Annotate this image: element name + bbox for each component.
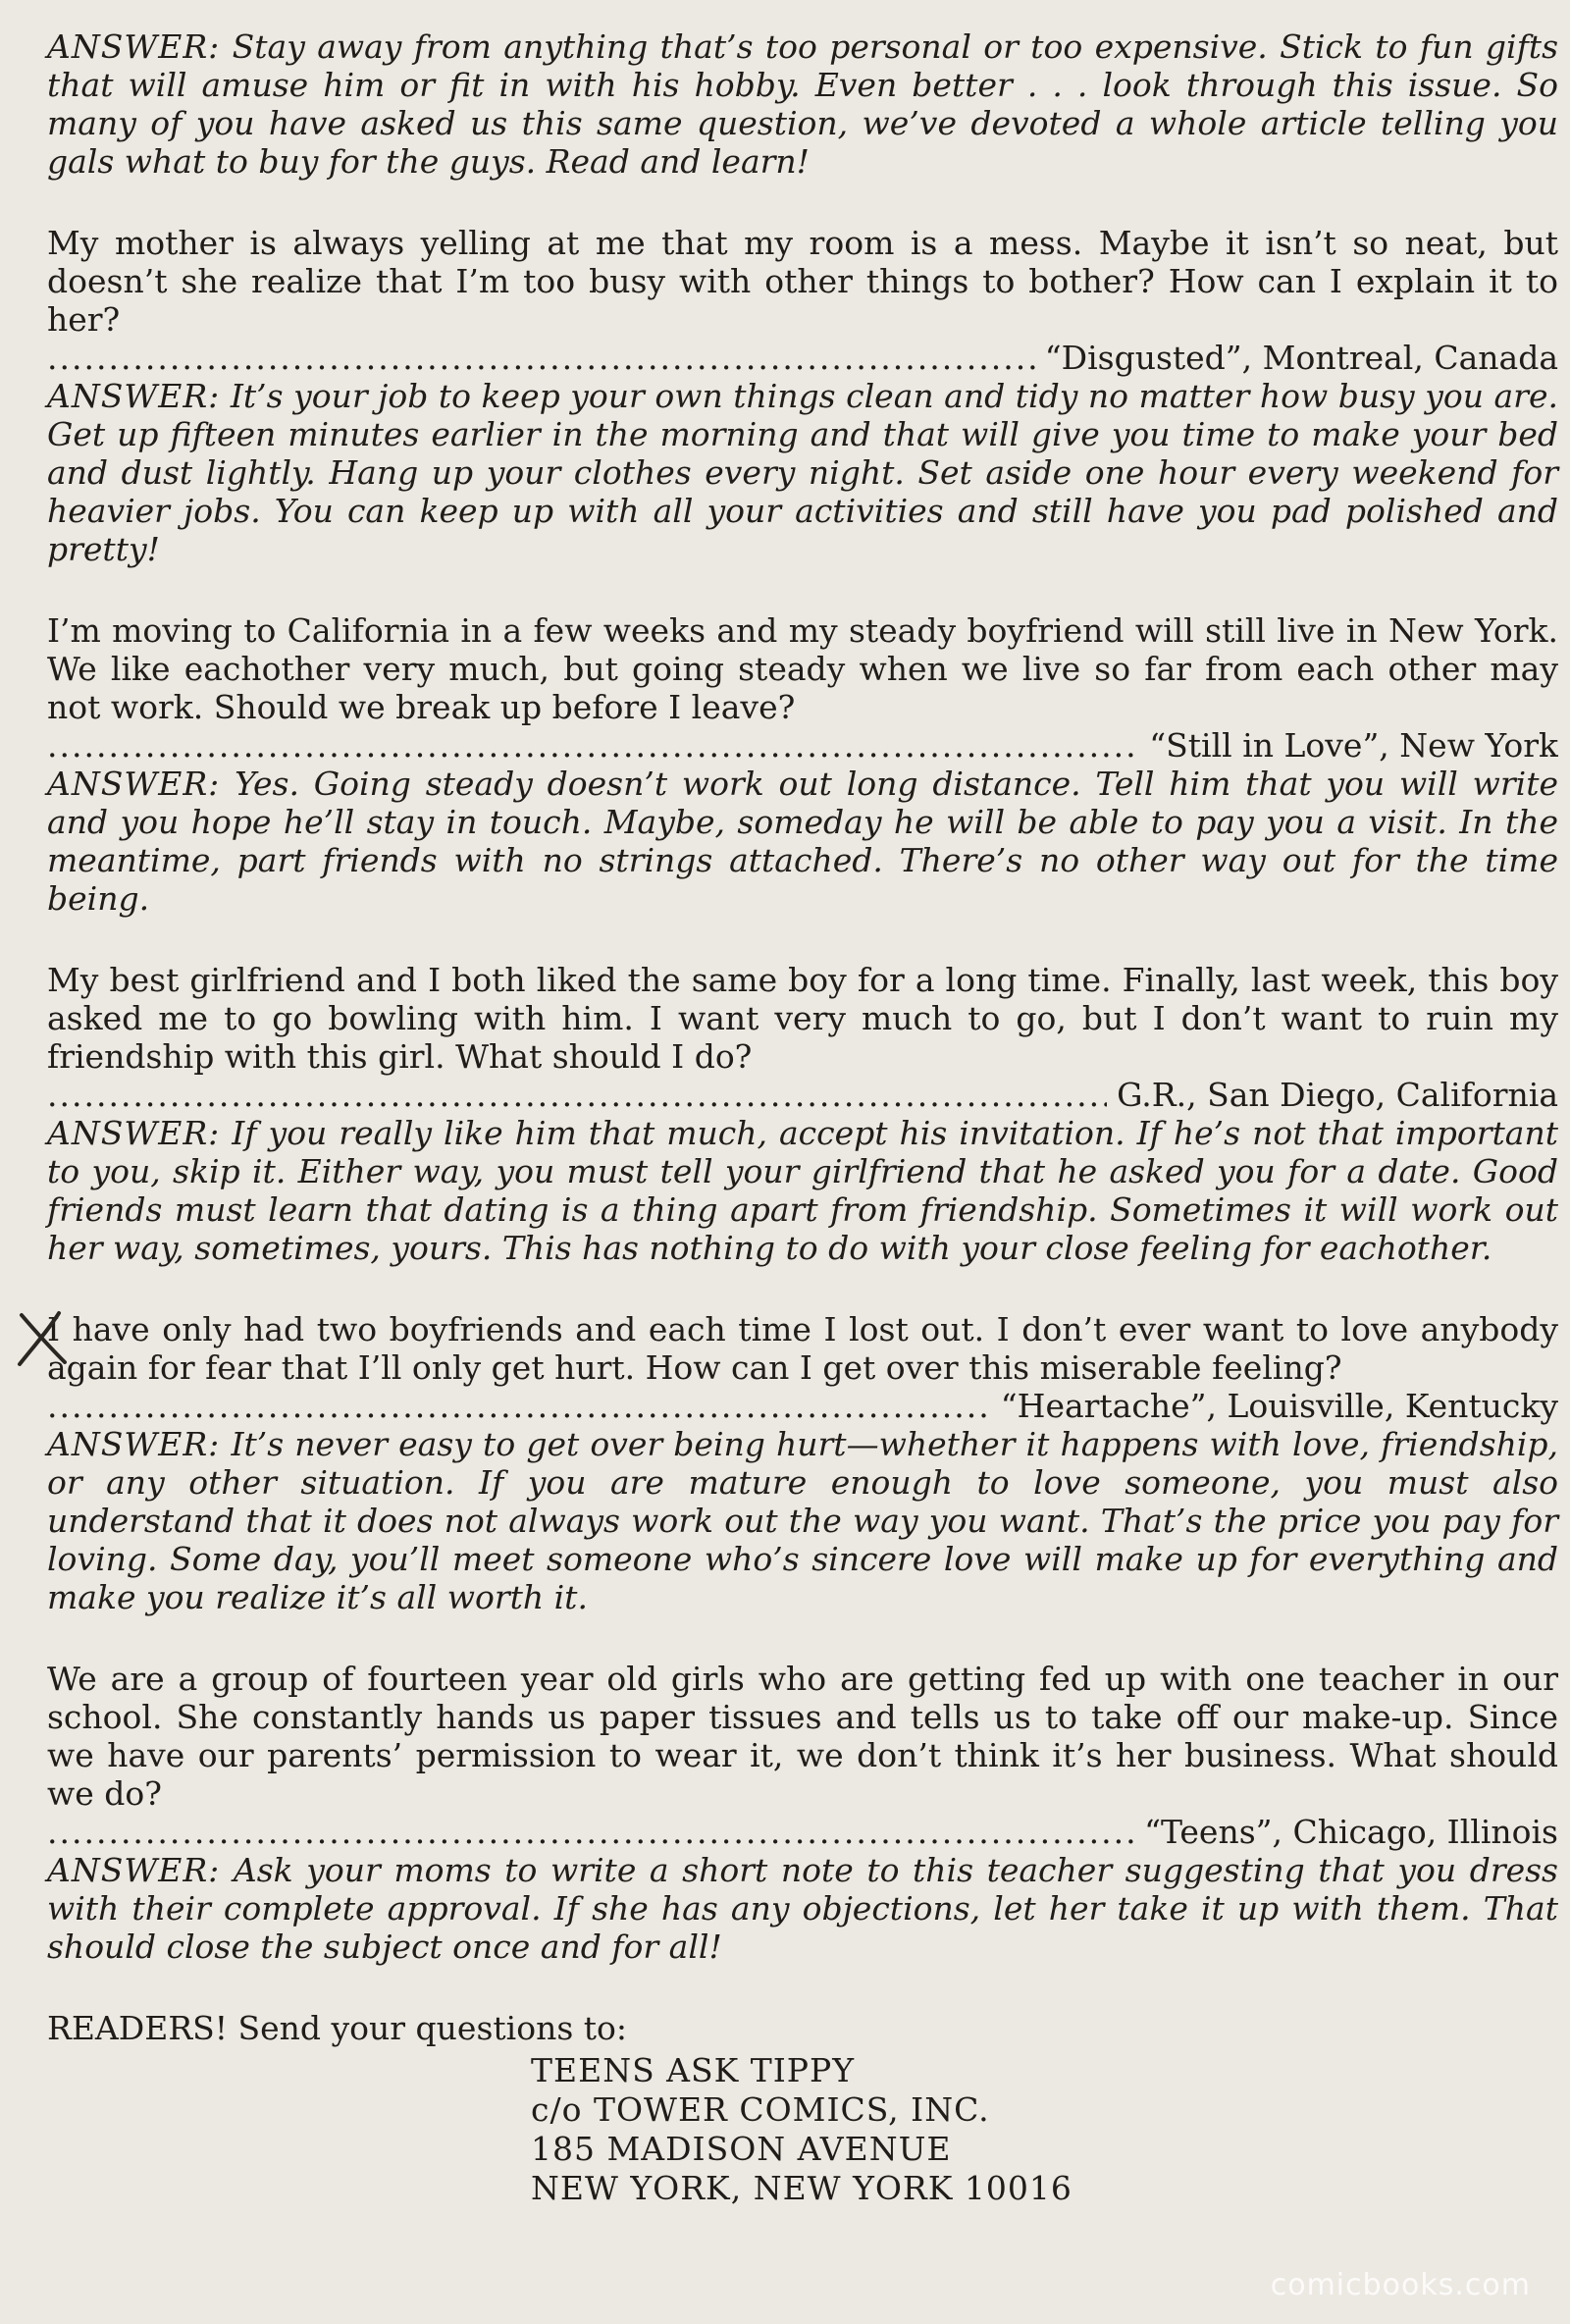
answer-text: It’s never easy to get over being hurt—whether it happens with love, friendship, or any other situation. If you are mature enough to love someone, you must also understand that it does not always work out the way you want. That’s the price you pay for loving. Some day, you’ll meet someone who’s sincere love will make up for everything and make you realize it’s all worth it.: [47, 1425, 1558, 1616]
address-line: NEW YORK, NEW YORK 10016: [531, 2169, 1073, 2207]
signature-line: [47, 1813, 1558, 1851]
answer-text: Ask your moms to write a short note to this teacher suggesting that you dress with their complete approval. If she has any objections, let her take it up with them. That should close the subject once and for all!: [47, 1851, 1558, 1966]
question-text: My best girlfriend and I both liked the same boy for a long time. Finally, last week, this boy asked me to go bowling with him. I want very much to go, but I don’t want to ruin my friendship with this girl. What should I do?: [47, 961, 1558, 1076]
answer-label: ANSWER:: [47, 1851, 221, 1889]
signature-line: [47, 339, 1558, 377]
address-line: TEENS ASK TIPPY: [531, 2051, 855, 2089]
answer-paragraph: [47, 765, 1558, 918]
answer-text: Yes. Going steady doesn’t work out long distance. Tell him that you will write and you hope he’ll stay in touch. Maybe, someday he will be able to pay you a visit. In the meantime, part friends with no strings attached. There’s no other way out for the time being.: [47, 765, 1558, 918]
mailing-address: [531, 2051, 1558, 2208]
answer-text: Stay away from anything that’s too personal or too expensive. Stick to fun gifts that will amuse him or fit in with his hobby. Even better . . . look through this issue. So many of you have asked us this same question, we’ve devoted a whole article telling you gals what to buy for the guys. Read and learn!: [47, 27, 1559, 181]
letter-5: [47, 1660, 1558, 1966]
readers-section: [47, 2009, 1558, 2208]
signature: “Still in Love”, New York: [1149, 726, 1558, 765]
answer-paragraph: [47, 1114, 1558, 1267]
question-text: My mother is always yelling at me that my room is a mess. Maybe it isn’t so neat, but doesn’t she realize that I’m too busy with other things to bother? How can I explain it to her?: [47, 224, 1558, 339]
answer-paragraph: [47, 377, 1558, 568]
address-line: 185 MADISON AVENUE: [531, 2130, 952, 2168]
signature-line: [47, 1076, 1558, 1114]
letter-3: [47, 961, 1558, 1267]
signature: “Teens”, Chicago, Illinois: [1144, 1813, 1558, 1851]
signature: “Disgusted”, Montreal, Canada: [1044, 339, 1558, 377]
answer-label: ANSWER:: [47, 27, 221, 66]
dot-leader: [47, 339, 1035, 377]
signature: “Heartache”, Louisville, Kentucky: [1000, 1387, 1558, 1425]
question-text: We are a group of fourteen year old girls who are getting fed up with one teacher in our school. She constantly hands us paper tissues and tells us to take off our make-up. Since we have our parents’ permission to wear it, we don’t think it’s her business. What should we do?: [47, 1660, 1558, 1813]
signature-line: [47, 1387, 1558, 1425]
advice-column: [47, 27, 1558, 2208]
handwritten-x-mark: [14, 1309, 73, 1368]
dot-leader: [47, 726, 1139, 765]
question-text: I’m moving to California in a few weeks and my steady boyfriend will still live in New York. We like eachother very much, but going steady when we live so far from each other may not work. Should we break up before I leave?: [47, 611, 1558, 726]
answer-label: ANSWER:: [47, 1425, 221, 1463]
letter-4: [47, 1310, 1558, 1616]
address-line: c/o TOWER COMICS, INC.: [531, 2090, 990, 2129]
answer-text: If you really like him that much, accept his invitation. If he’s not that important to you, skip it. Either way, you must tell your girlfriend that he asked you for a date. Good friends must learn that dating is a thing apart from friendship. Sometimes it will work out her way, sometimes, yours. This has nothing to do with your close feeling for eachother.: [47, 1114, 1558, 1267]
answer-text: It’s your job to keep your own things clean and tidy no matter how busy you are. Get up fifteen minutes earlier in the morning and that will give you time to make your bed and dust lightly. Hang up your clothes every night. Set aside one hour every weekend for heavier jobs. You can keep up with all your activities and still have you pad polished and pretty!: [47, 377, 1558, 568]
intro-answer: [47, 27, 1558, 181]
letter-1: [47, 224, 1558, 568]
answer-paragraph: [47, 1425, 1558, 1616]
signature: G.R., San Diego, California: [1117, 1076, 1558, 1114]
watermark: comicbooks.com: [1270, 2268, 1531, 2302]
dot-leader: [47, 1387, 991, 1425]
answer-label: ANSWER:: [47, 765, 221, 803]
answer-paragraph: [47, 27, 1558, 181]
answer-label: ANSWER:: [47, 377, 221, 415]
dot-leader: [47, 1076, 1107, 1114]
signature-line: [47, 726, 1558, 765]
readers-instruction: READERS! Send your questions to:: [47, 2009, 628, 2047]
dot-leader: [47, 1813, 1134, 1851]
answer-label: ANSWER:: [47, 1114, 221, 1152]
question-text: I have only had two boyfriends and each time I lost out. I don’t ever want to love anybody again for fear that I’ll only get hurt. How can I get over this miserable feeling?: [47, 1310, 1558, 1387]
answer-paragraph: [47, 1851, 1558, 1966]
letter-2: [47, 611, 1558, 918]
